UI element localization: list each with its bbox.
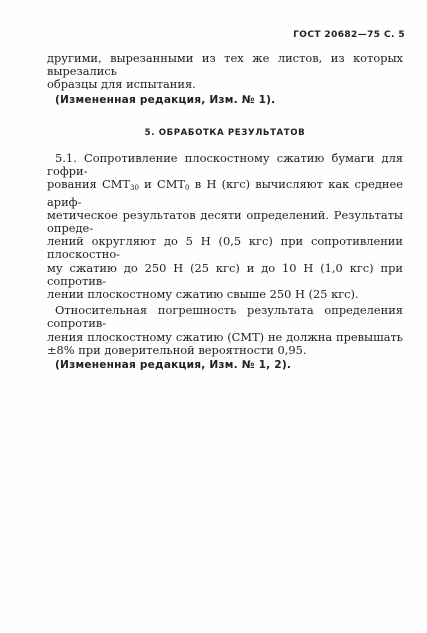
- subscript-0: 0: [185, 184, 190, 193]
- intro-line-1: другими, вырезанными из тех же листов, из которых вырезались: [47, 51, 403, 79]
- text-fragment: в Н (кгс) вычисляют как среднее ариф-: [47, 177, 404, 209]
- paragraph-line: Относительная погрешность результата определения сопротив-: [47, 303, 403, 331]
- paragraph-line: лении плоскостному сжатию свыше 250 Н (25 кгс).: [47, 287, 359, 302]
- paragraph-line: ±8% при доверительной вероятности 0,95.: [47, 342, 307, 357]
- paragraph-line: ления плоскостному сжатию (CMT) не должна превышать: [47, 329, 403, 344]
- document-body: [47, 52, 403, 372]
- edition-note-2: (Измененная редакция, Изм. № 1, 2).: [55, 359, 292, 372]
- paragraph-line-formula: [47, 178, 403, 208]
- paragraph-line: му сжатию до 250 Н (25 кгс) и до 10 Н (1,0 кгс) при сопротив-: [47, 260, 403, 288]
- text-fragment: и CMT: [138, 177, 186, 192]
- intro-line-2: образцы для испытания.: [47, 77, 196, 92]
- edition-note-1: (Измененная редакция, Изм. № 1).: [55, 93, 276, 106]
- paragraph-5-1: [47, 152, 403, 301]
- subscript-30: 30: [129, 184, 139, 193]
- running-header: ГОСТ 20682—75 С. 5: [293, 30, 405, 40]
- paragraph-line: метическое результатов десяти определений. Результаты опреде-: [47, 207, 403, 236]
- paragraph-line: 5.1. Сопротивление плоскостному сжатию бумаги для гофри-: [47, 151, 403, 179]
- paragraph-line: лений округляют до 5 Н (0,5 кгс) при сопротивлении плоскостно-: [47, 234, 403, 262]
- section-title: 5. ОБРАБОТКА РЕЗУЛЬТАТОВ: [144, 127, 306, 138]
- text-fragment: рования CMT: [47, 177, 130, 192]
- paragraph-error: [47, 304, 403, 357]
